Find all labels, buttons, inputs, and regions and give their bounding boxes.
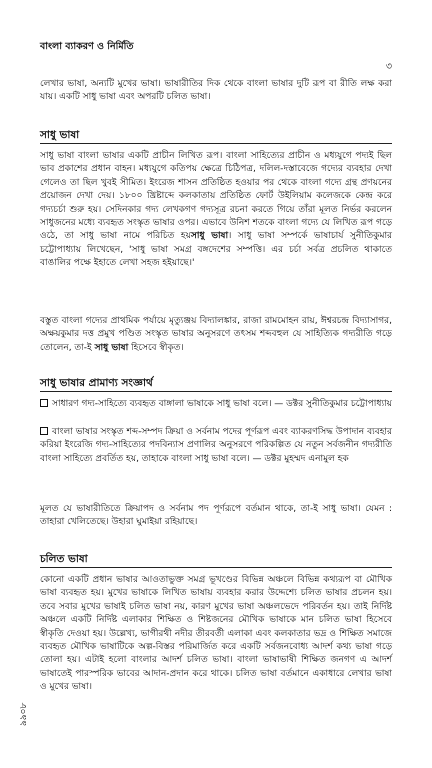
definition-item-1 — [40, 398, 392, 411]
checkbox-icon — [40, 427, 48, 435]
bold-term: সাধু ভাষা — [94, 342, 129, 353]
intro-paragraph: লেখার ভাষা, অন্যটি মুখের ভাষা। ভাষারীতির দিক থেকে বাংলা ভাষার দুটি রূপ বা রীতি লক্ষ করা যায়। একটি সাধু ভাষা এবং অপরটি চলিত ভাষা। — [40, 79, 392, 103]
definition-text: সাধারণ গদ্য-সাহিত্যে ব্যবহৃত বাঙ্গালা ভাষাকে সাধু ভাষা বলে। — ডক্টর সুনীতিকুমার চট্টোপাধ্যায় — [52, 399, 392, 409]
sadhu-paragraph-1 — [40, 150, 392, 271]
cholito-paragraph: কোনো একটি প্রধান ভাষার আওতাভুক্ত সমগ্র ভূখণ্ডের বিভিন্ন অঞ্চলে বিভিন্ন কথ্যরূপ বা মৌখিক ভাষা ব্যবহৃত হয়। মুখের ভাষাকে লিখিত ভাষায় ব্যবহার করার উদ্দেশ্যে চলিত ভাষার প্রচলন হয়। তবে সবার মুখের ভাষাই চলিত ভাষা নয়, কারণ মুখের ভাষা অঞ্চলভেদে পরিবর্তন হয়। তাই নির্দিষ্ট অঞ্চলে একটি নির্দিষ্ট এলাকার শিক্ষিত ও শিষ্টজনের মৌখিক ভাষাকে মান চলিত ভাষা হিসেবে স্বীকৃতি দেওয়া হয়। উল্লেখ্য, ভাগীরথী নদীর তীরবর্তী এলাকা এবং কলকাতার ভদ্র ও শিক্ষিত সমাজে ব্যবহৃত মৌখিক ভাষাটিকে অল্প-বিস্তর পরিমার্জিত করে একটি সর্বজনবোধ্য আদর্শ কথ্য ভাষা গড়ে তোলা হয়। এটাই হলো বাংলার আদর্শ চলিত ভাষা। বাংলা ভাষাভাষী শিক্ষিত জনগণ এ আদর্শ ভাষাতেই পারস্পরিক ভাবের আদান-প্রদান করে থাকে। চলিত ভাষা বর্তমানে একাধারে লেখার ভাষা ও মুখের ভাষা। — [40, 575, 392, 693]
definitions-heading: সাধু ভাষার প্রামাণ্য সংজ্ঞার্থ — [40, 377, 153, 389]
definition-text: বাংলা ভাষার সংস্কৃত শব্দ-সম্পদ ক্রিয়া ও সর্বনাম পদের পূর্ণরূপ এবং ব্যাকরণসিদ্ধ উপাদান ব্যবহার করিয়া ইংরেজি গদ্য-সাহিত্যের পদবিন্যাস প্রণালির অনুসরণে পরিকল্পিত যে নতুন সর্বজনীন গদ্যরীতি বাংলা সাহিত্যে প্রবর্তিত হয়, তাহাকে বাংলা সাধু ভাষা বলে। — ডক্টর মুহম্মদ এনামুল হক — [40, 427, 392, 464]
definitions-note: মূলত যে ভাষারীতিতে ক্রিয়াপদ ও সর্বনাম পদ পূর্ণরূপে বর্তমান থাকে, তা-ই সাধু ভাষা। যেমন : তাহারা খেলিতেছে। উহারা ঘুমাইয়া রহিয়াছে। — [40, 504, 392, 528]
sadhu-paragraph-2 — [40, 315, 392, 355]
sadhu-heading: সাধু ভাষা — [40, 129, 80, 141]
definition-item-2 — [40, 426, 392, 466]
para-text: সাধু ভাষা বাংলা ভাষার একটি প্রাচীন লিখিত রূপ। বাংলা সাহিত্যের প্রাচীন ও মধ্যযুগে পদ্যই ছিল ভাব প্রকাশের প্রধান বাহন। মধ্যযুগে কতিপয় ক্ষেত্রে চিঠিপত্র, দলিল-দস্তাবেজে গদ্যের ব্যবহার দেখা গেলেও তা ছিল খুবই সীমিত। ইংরেজ শাসন প্রতিষ্ঠিত হওয়ার পর থেকে বাংলা গদ্যে গ্রন্থ প্রণয়নের প্রয়োজন দেখা দেয়। ১৮০০ খ্রিষ্টাব্দে কলকাতায় প্রতিষ্ঠিত ফোর্ট উইলিয়াম কলেজকে কেন্দ্র করে গদ্যচর্চা শুরু হয়। সেদিনকার গদ্য লেখকগণ গদ্যসূত্র রচনা করতে গিয়ে তাঁরা মূলত নির্ভর করলেন সাধুজনের মধ্যে ব্যবহৃত সংস্কৃত ভাষার ওপর। এভাবে উনিশ শতকে বাংলা গদ্যে যে লিখিত রূপ গড়ে ওঠে, তা সাধু ভাষা নামে পরিচিত হয় — [40, 151, 392, 242]
bold-term: সাধু ভাষা — [190, 231, 229, 242]
side-code: ৯৯০৮ — [19, 702, 29, 726]
page-number: ৩ — [385, 61, 392, 72]
cholito-heading: চলিত ভাষা — [40, 553, 88, 565]
para-text: বস্তুত বাংলা গদ্যের প্রাথমিক পর্যায়ে মৃত্যুঞ্জয় বিদ্যালঙ্কার, রাজা রামমোহন রায়, ঈশ্বরচন্দ্র বিদ্যাসাগর, অক্ষয়কুমার দত্ত প্রমুখ পণ্ডিত সংস্কৃত ভাষার অনুসরণে তৎসম শব্দবহুল যে সাহিত্যিক গদ্যরীতি গড়ে তোলেন, তা-ই — [40, 316, 392, 353]
checkbox-icon — [40, 399, 48, 407]
section-divider — [40, 391, 392, 392]
section-divider — [40, 143, 392, 144]
running-title: বাংলা ব্যাকরণ ও নির্মিতি — [40, 41, 134, 52]
section-divider — [40, 567, 392, 568]
para-text: হিসেবে স্বীকৃত। — [128, 342, 184, 353]
para-text: । সাধু ভাষা সম্পর্কে ভাষাচার্য সুনীতিকুমার চট্টোপাধ্যায় লিখেছেন, 'সাধু ভাষা সমগ্র বঙ্গদেশের সম্পত্তি। এর চর্চা সর্বত্র প্রচলিত থাকাতে বাঙালির পক্ষে ইহাতে লেখা সহজ হইয়াছে।' — [40, 231, 392, 269]
